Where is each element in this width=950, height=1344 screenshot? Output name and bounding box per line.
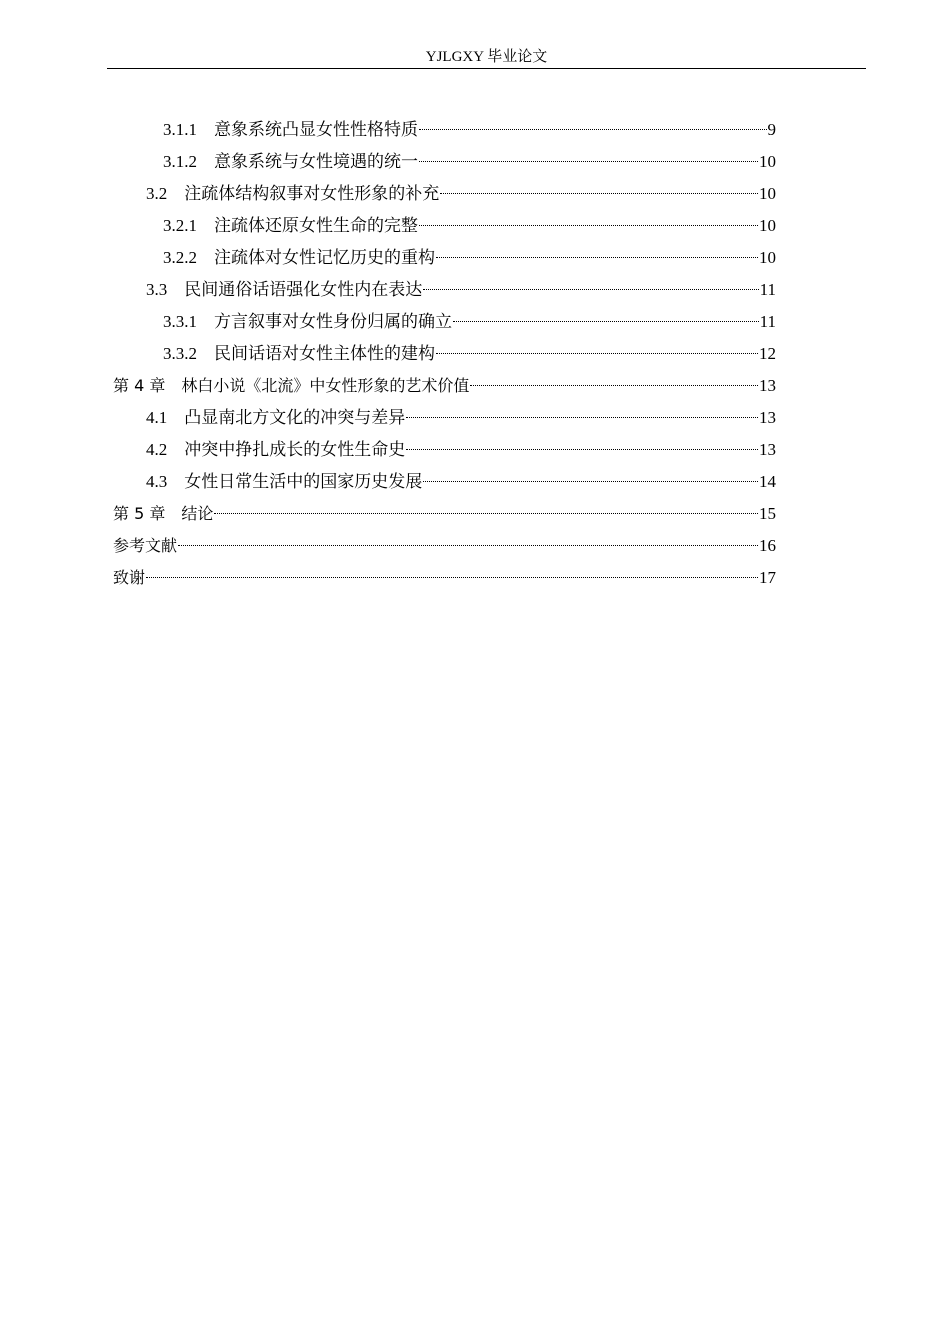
toc-entry-number: 3.1.1 xyxy=(163,120,197,139)
toc-dot-leader xyxy=(440,193,758,194)
toc-entry-page: 13 xyxy=(759,408,776,427)
toc-entry-number: 3.2 xyxy=(146,184,168,203)
toc-entry[interactable] xyxy=(113,338,776,370)
toc-entry-acknowledgements[interactable] xyxy=(113,562,776,594)
header-title: YJLGXY 毕业论文 xyxy=(425,49,548,65)
toc-entry-page: 9 xyxy=(767,120,776,139)
toc-entry-number: 3.1.2 xyxy=(163,152,197,171)
toc-entry-title: 意象系统与女性境遇的统一 xyxy=(214,152,418,171)
toc-dot-leader xyxy=(419,129,767,130)
toc-entry-references[interactable] xyxy=(113,530,776,562)
toc-entry-title: 注疏体还原女性生命的完整 xyxy=(214,216,418,235)
toc-entry-number: 4.2 xyxy=(146,440,168,459)
toc-entry-title: 女性日常生活中的国家历史发展 xyxy=(184,472,423,491)
toc-dot-leader xyxy=(470,385,758,386)
toc-entry-title: 方言叙事对女性身份归属的确立 xyxy=(214,312,452,331)
toc-dot-leader xyxy=(214,513,758,514)
toc-entry-page: 11 xyxy=(759,312,776,331)
toc-entry-title: 凸显南北方文化的冲突与差异 xyxy=(184,408,406,427)
toc-entry-number: 4.1 xyxy=(146,408,168,427)
toc-entry[interactable] xyxy=(113,274,776,306)
toc-dot-leader xyxy=(423,481,758,482)
toc-entry-title: 参考文献 xyxy=(113,536,178,555)
toc-entry-page: 16 xyxy=(759,536,776,555)
toc-entry-page: 14 xyxy=(759,472,776,491)
toc-entry-title: 冲突中挣扎成长的女性生命史 xyxy=(184,440,406,459)
toc-entry-number: 3.2.2 xyxy=(163,248,197,267)
toc-entry-page: 11 xyxy=(759,280,776,299)
toc-entry-chapter[interactable] xyxy=(113,370,776,402)
toc-entry[interactable] xyxy=(113,242,776,274)
toc-entry-page: 10 xyxy=(759,216,776,235)
toc-entry[interactable] xyxy=(113,210,776,242)
toc-entry[interactable] xyxy=(113,114,776,146)
toc-entry-page: 15 xyxy=(759,504,776,523)
toc-entry-page: 17 xyxy=(759,568,776,587)
toc-entry-page: 10 xyxy=(759,152,776,171)
toc-entry-page: 13 xyxy=(759,376,776,395)
toc-dot-leader xyxy=(406,449,758,450)
toc-entry-title: 注疏体结构叙事对女性形象的补充 xyxy=(184,184,440,203)
toc-entry[interactable] xyxy=(113,466,776,498)
toc-dot-leader xyxy=(419,225,758,226)
toc-entry-title: 致谢 xyxy=(113,568,146,587)
toc-entry-title: 林白小说《北流》中女性形象的艺术价值 xyxy=(181,376,470,395)
toc-entry-page: 10 xyxy=(759,248,776,267)
toc-entry[interactable] xyxy=(113,146,776,178)
toc-dot-leader xyxy=(453,321,759,322)
toc-entry-number: 第 5 章 xyxy=(113,504,166,523)
toc-dot-leader xyxy=(436,257,758,258)
toc-entry-chapter[interactable] xyxy=(113,498,776,530)
page-header xyxy=(107,46,866,69)
toc-entry-number: 3.3.1 xyxy=(163,312,197,331)
toc-entry-title: 注疏体对女性记忆历史的重构 xyxy=(214,248,435,267)
toc-dot-leader xyxy=(419,161,758,162)
toc-entry-page: 12 xyxy=(759,344,776,363)
toc-entry-page: 13 xyxy=(759,440,776,459)
toc-entry-title: 结论 xyxy=(181,504,214,523)
toc-entry-number: 3.3.2 xyxy=(163,344,197,363)
toc-entry[interactable] xyxy=(113,402,776,434)
toc-entry-title: 民间通俗话语强化女性内在表达 xyxy=(184,280,423,299)
toc-dot-leader xyxy=(423,289,758,290)
toc-entry-number: 3.3 xyxy=(146,280,168,299)
toc-entry[interactable] xyxy=(113,434,776,466)
toc-entry[interactable] xyxy=(113,178,776,210)
toc-entry-title: 民间话语对女性主体性的建构 xyxy=(214,344,435,363)
toc-dot-leader xyxy=(178,545,758,546)
toc-entry-number: 第 4 章 xyxy=(113,376,166,395)
toc-entry-number: 4.3 xyxy=(146,472,168,491)
toc-dot-leader xyxy=(406,417,758,418)
table-of-contents xyxy=(113,114,776,594)
toc-entry[interactable] xyxy=(113,306,776,338)
toc-dot-leader xyxy=(146,577,758,578)
toc-entry-number: 3.2.1 xyxy=(163,216,197,235)
toc-entry-page: 10 xyxy=(759,184,776,203)
toc-dot-leader xyxy=(436,353,758,354)
toc-entry-title: 意象系统凸显女性性格特质 xyxy=(214,120,418,139)
